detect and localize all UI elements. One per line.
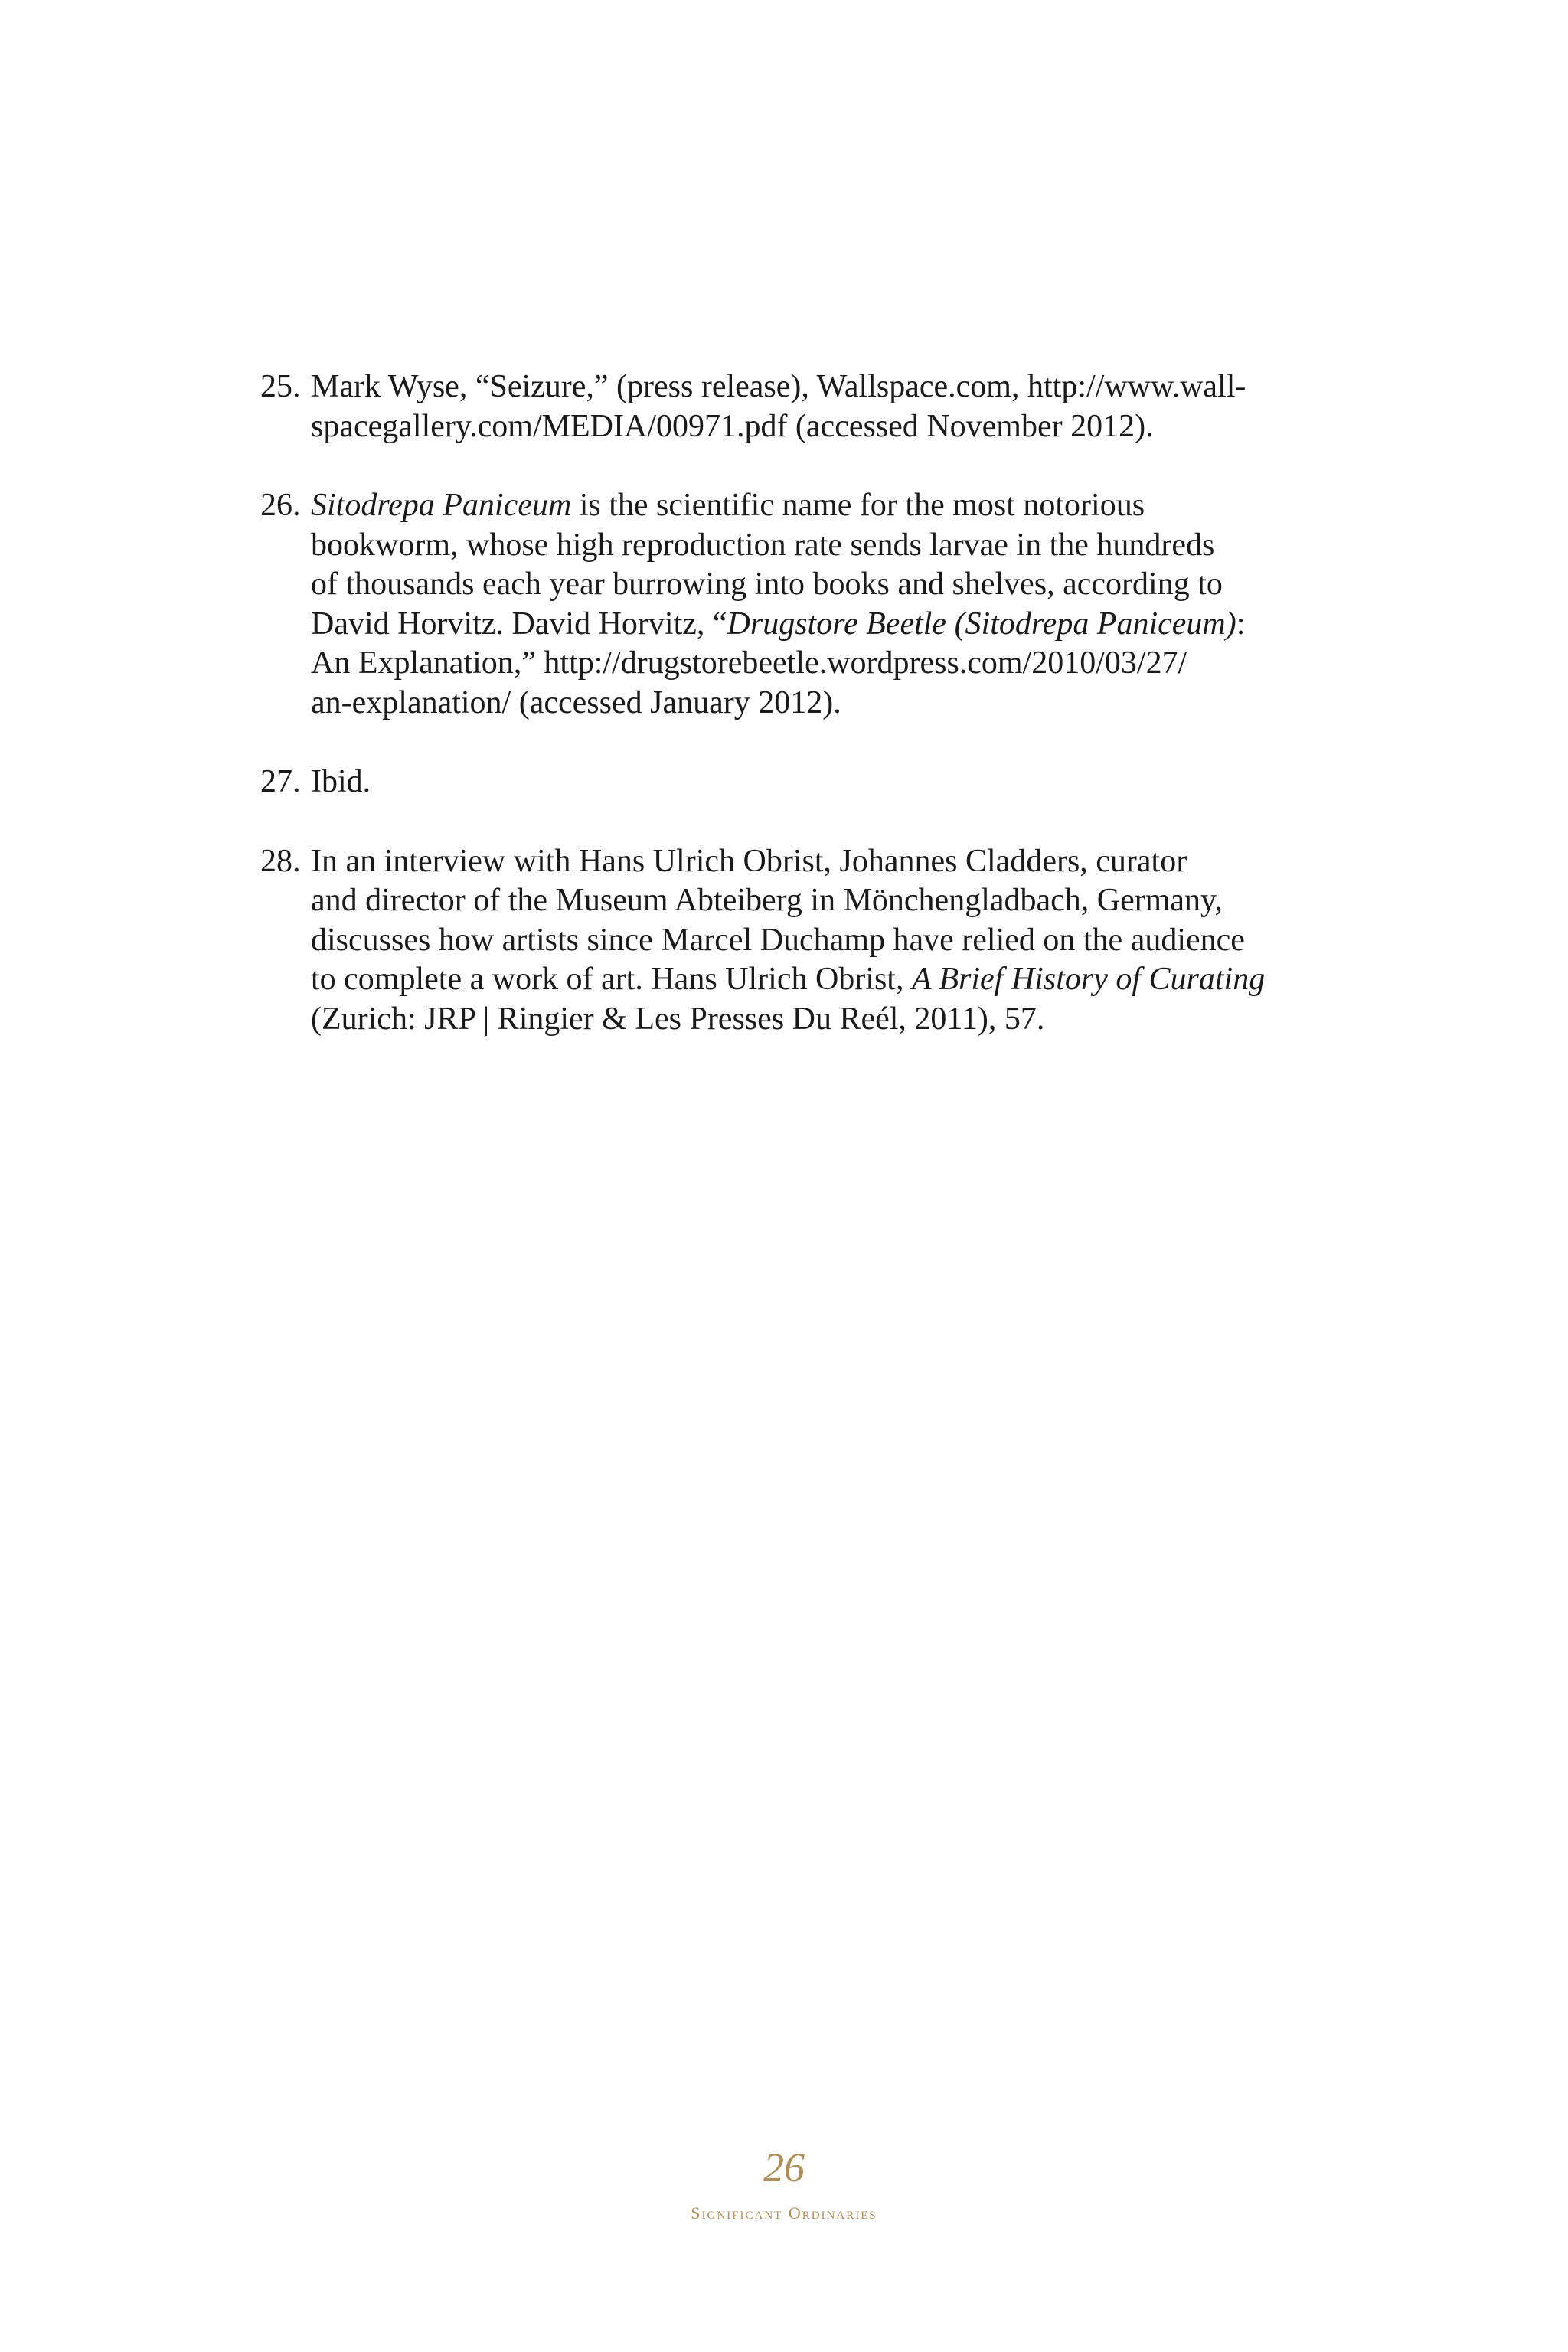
endnote-number: 26. (260, 488, 301, 523)
endnote-line: In an interview with Hans Ulrich Obrist, Johannes Cladders, curator (311, 843, 1187, 879)
endnotes-list (260, 368, 1317, 1079)
endnote-number: 27. (260, 764, 301, 799)
endnote-line: Mark Wyse, “Seizure,” (press release), Wallspace.com, http://www.wall- (311, 369, 1246, 404)
endnote-number: 25. (260, 369, 301, 404)
endnote-line: An Explanation,” http://drugstorebeetle.wordpress.com/2010/03/27/ (311, 645, 1187, 681)
endnote-number: 28. (260, 843, 301, 879)
endnote-text: : (1236, 606, 1246, 642)
endnote-line: spacegallery.com/MEDIA/00971.pdf (accessed November 2012). (311, 408, 1154, 444)
endnote-line: (Zurich: JRP | Ringier & Les Presses Du Reél, 2011), 57. (311, 1001, 1045, 1037)
endnote-text: to complete a work of art. Hans Ulrich Obrist, (311, 962, 912, 997)
endnote-28 (260, 842, 1317, 1040)
endnote-line (311, 960, 1317, 1000)
endnote-line: an-explanation/ (accessed January 2012). (311, 684, 841, 720)
italic-title: Sitodrepa Paniceum (311, 488, 572, 523)
endnote-line: of thousands each year burrowing into books and shelves, according to (311, 567, 1223, 602)
endnote-text: David Horvitz. David Horvitz, “ (311, 606, 727, 642)
endnote-line (311, 486, 1317, 526)
endnote-text: is the scientific name for the most notorious (571, 488, 1145, 523)
endnote-26 (260, 486, 1317, 723)
endnote-line: discusses how artists since Marcel Duchamp have relied on the audience (311, 922, 1245, 958)
endnote-27 (260, 763, 1317, 802)
endnote-25 (260, 368, 1317, 446)
endnote-line: bookworm, whose high reproduction rate sends larvae in the hundreds (311, 527, 1215, 563)
endnote-line (311, 605, 1317, 645)
italic-title: Drugstore Beetle (Sitodrepa Paniceum) (727, 606, 1236, 642)
page-number: 26 (763, 2145, 805, 2190)
endnote-line: and director of the Museum Abteiberg in Mönchengladbach, Germany, (311, 883, 1223, 918)
running-title: Significant Ordinaries (691, 2203, 877, 2223)
italic-title: A Brief History of Curating (911, 962, 1266, 997)
endnote-line: Ibid. (311, 764, 371, 799)
